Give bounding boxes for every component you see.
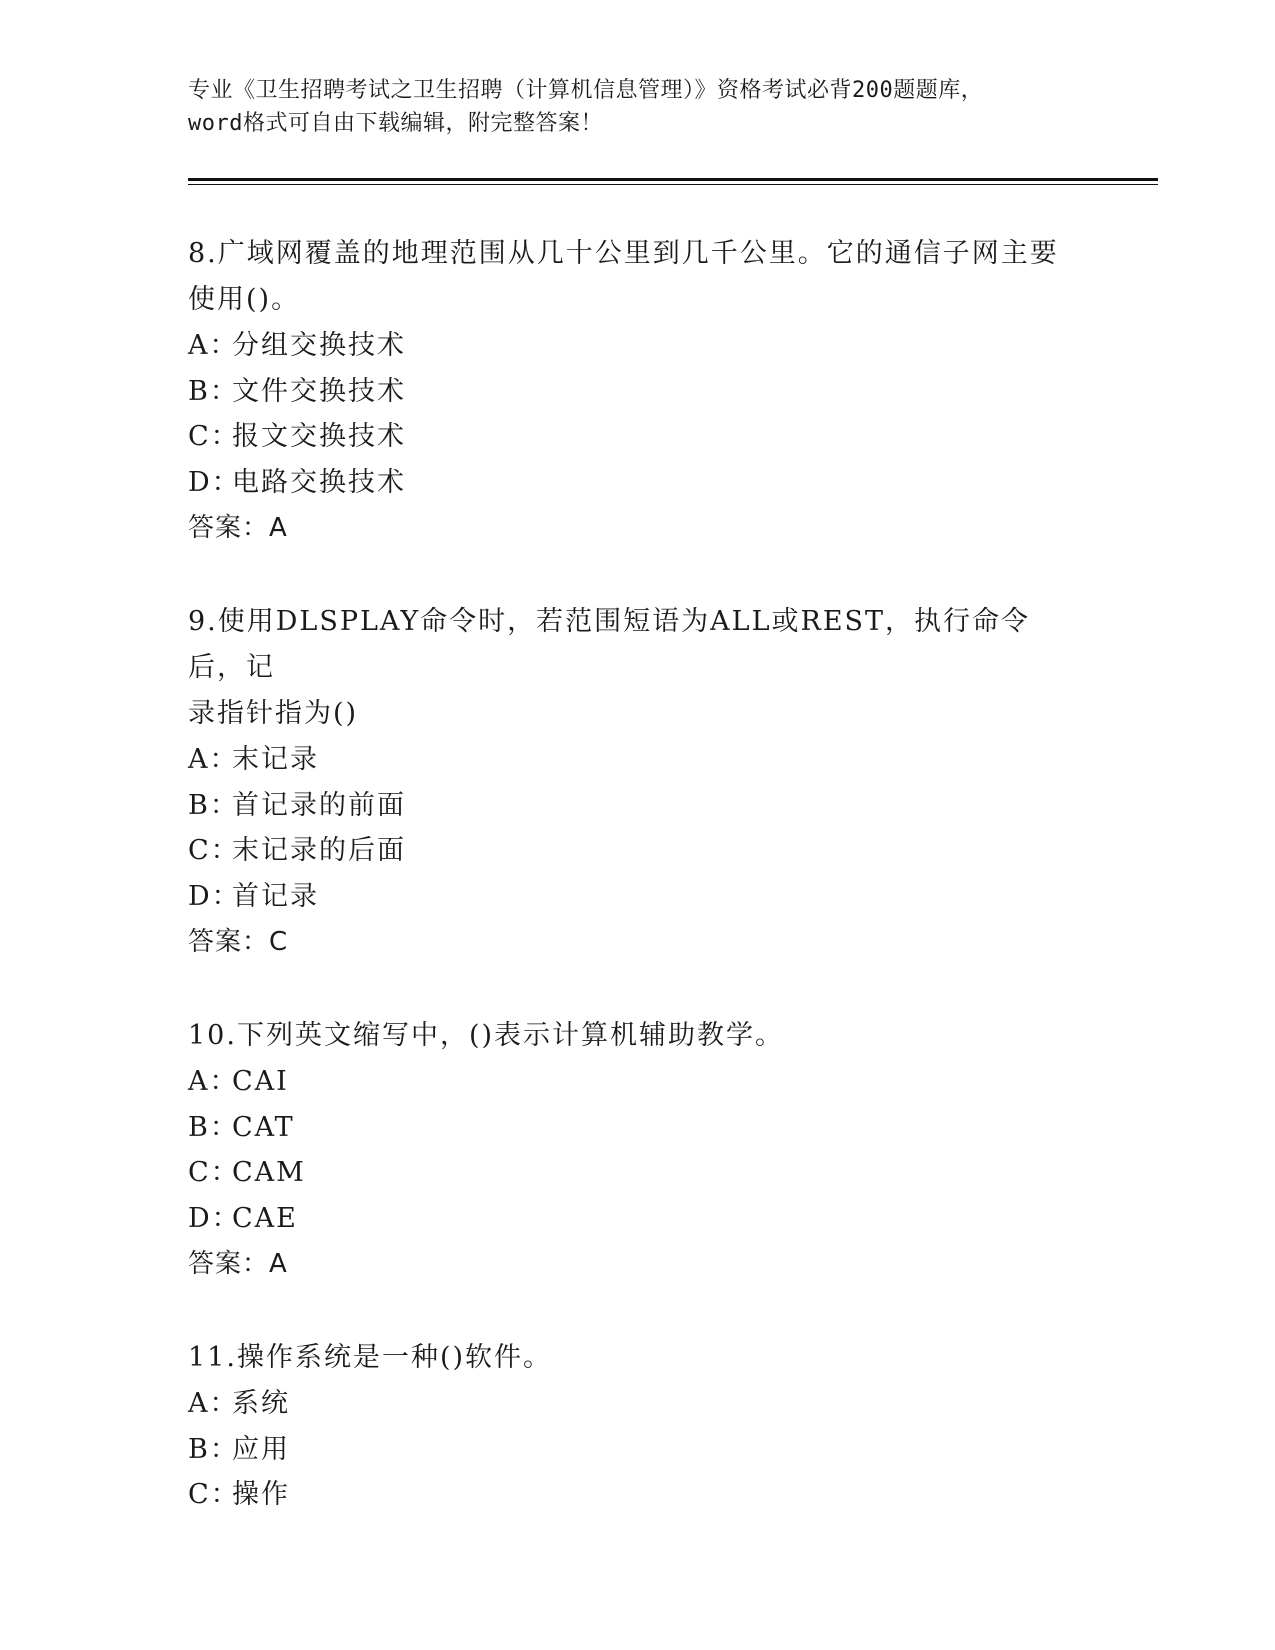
option-a: [188, 323, 1068, 369]
option-text: 首记录: [232, 880, 319, 912]
question-9: [188, 599, 1068, 965]
option-text: CAM: [232, 1157, 306, 1188]
question-stem-line: 使用()。: [188, 284, 301, 315]
option-key: A：: [188, 330, 239, 361]
option-c: [188, 414, 1068, 460]
option-c: [188, 1472, 1068, 1518]
option-key: C：: [188, 421, 240, 452]
header-divider-thick: [188, 178, 1158, 181]
option-key: B：: [188, 789, 239, 821]
option-text: 系统: [232, 1388, 290, 1419]
option-b: [188, 369, 1068, 415]
question-list: [188, 231, 1068, 1566]
answer-line: 答案：A: [188, 1249, 288, 1279]
option-key: D：: [188, 880, 241, 912]
option-b: [188, 1427, 1068, 1473]
question-8: [188, 231, 1068, 551]
option-text: CAT: [232, 1111, 295, 1143]
option-text: 报文交换技术: [232, 421, 406, 452]
question-stem: [188, 231, 1068, 323]
question-11: [188, 1335, 1068, 1518]
option-text: 分组交换技术: [232, 330, 406, 361]
option-key: C：: [188, 1157, 240, 1188]
option-a: [188, 1059, 1068, 1105]
option-key: A：: [188, 744, 239, 775]
answer-line: 答案：C: [188, 927, 289, 957]
option-key: B：: [188, 1111, 239, 1143]
option-key: B：: [188, 375, 239, 407]
question-stem-line: 9.使用DLSPLAY命令时，若范围短语为ALL或REST，执行命令后，记: [188, 606, 1031, 683]
option-text: 首记录的前面: [232, 789, 406, 821]
option-a: [188, 737, 1068, 783]
question-stem-line: 录指针指为(): [188, 698, 359, 729]
option-text: CAI: [232, 1066, 289, 1097]
option-key: A：: [188, 1388, 239, 1419]
option-key: C：: [188, 835, 240, 866]
option-c: [188, 828, 1068, 874]
question-stem: [188, 1013, 1068, 1059]
option-text: 电路交换技术: [232, 466, 406, 498]
option-key: D：: [188, 466, 241, 498]
question-stem-line: 8.广域网覆盖的地理范围从几十公里到几千公里。它的通信子网主要: [188, 238, 1059, 269]
header-divider-thin: [188, 184, 1158, 185]
option-key: A：: [188, 1066, 239, 1097]
option-key: C：: [188, 1479, 240, 1510]
question-stem-line: 10.下列英文缩写中，()表示计算机辅助教学。: [188, 1020, 785, 1051]
option-d: [188, 460, 1068, 506]
option-text: 末记录的后面: [232, 835, 406, 866]
option-c: [188, 1150, 1068, 1196]
option-b: [188, 1105, 1068, 1151]
option-key: D：: [188, 1202, 241, 1234]
option-b: [188, 783, 1068, 829]
option-d: [188, 1196, 1068, 1242]
document-header: [188, 74, 1088, 140]
question-stem-line: 11.操作系统是一种()软件。: [188, 1342, 553, 1373]
option-text: CAE: [232, 1202, 298, 1234]
header-line-2: word格式可自由下载编辑，附完整答案！: [188, 111, 603, 136]
option-text: 文件交换技术: [232, 375, 406, 407]
option-a: [188, 1381, 1068, 1427]
option-key: B：: [188, 1433, 239, 1465]
option-text: 操作: [232, 1479, 290, 1510]
header-line-1: 专业《卫生招聘考试之卫生招聘（计算机信息管理）》资格考试必背200题题库，: [188, 78, 984, 103]
question-stem: [188, 599, 1068, 737]
answer-line: 答案：A: [188, 513, 288, 543]
question-10: [188, 1013, 1068, 1287]
option-d: [188, 874, 1068, 920]
option-text: 末记录: [232, 744, 319, 775]
question-stem: [188, 1335, 1068, 1381]
option-text: 应用: [232, 1433, 290, 1465]
